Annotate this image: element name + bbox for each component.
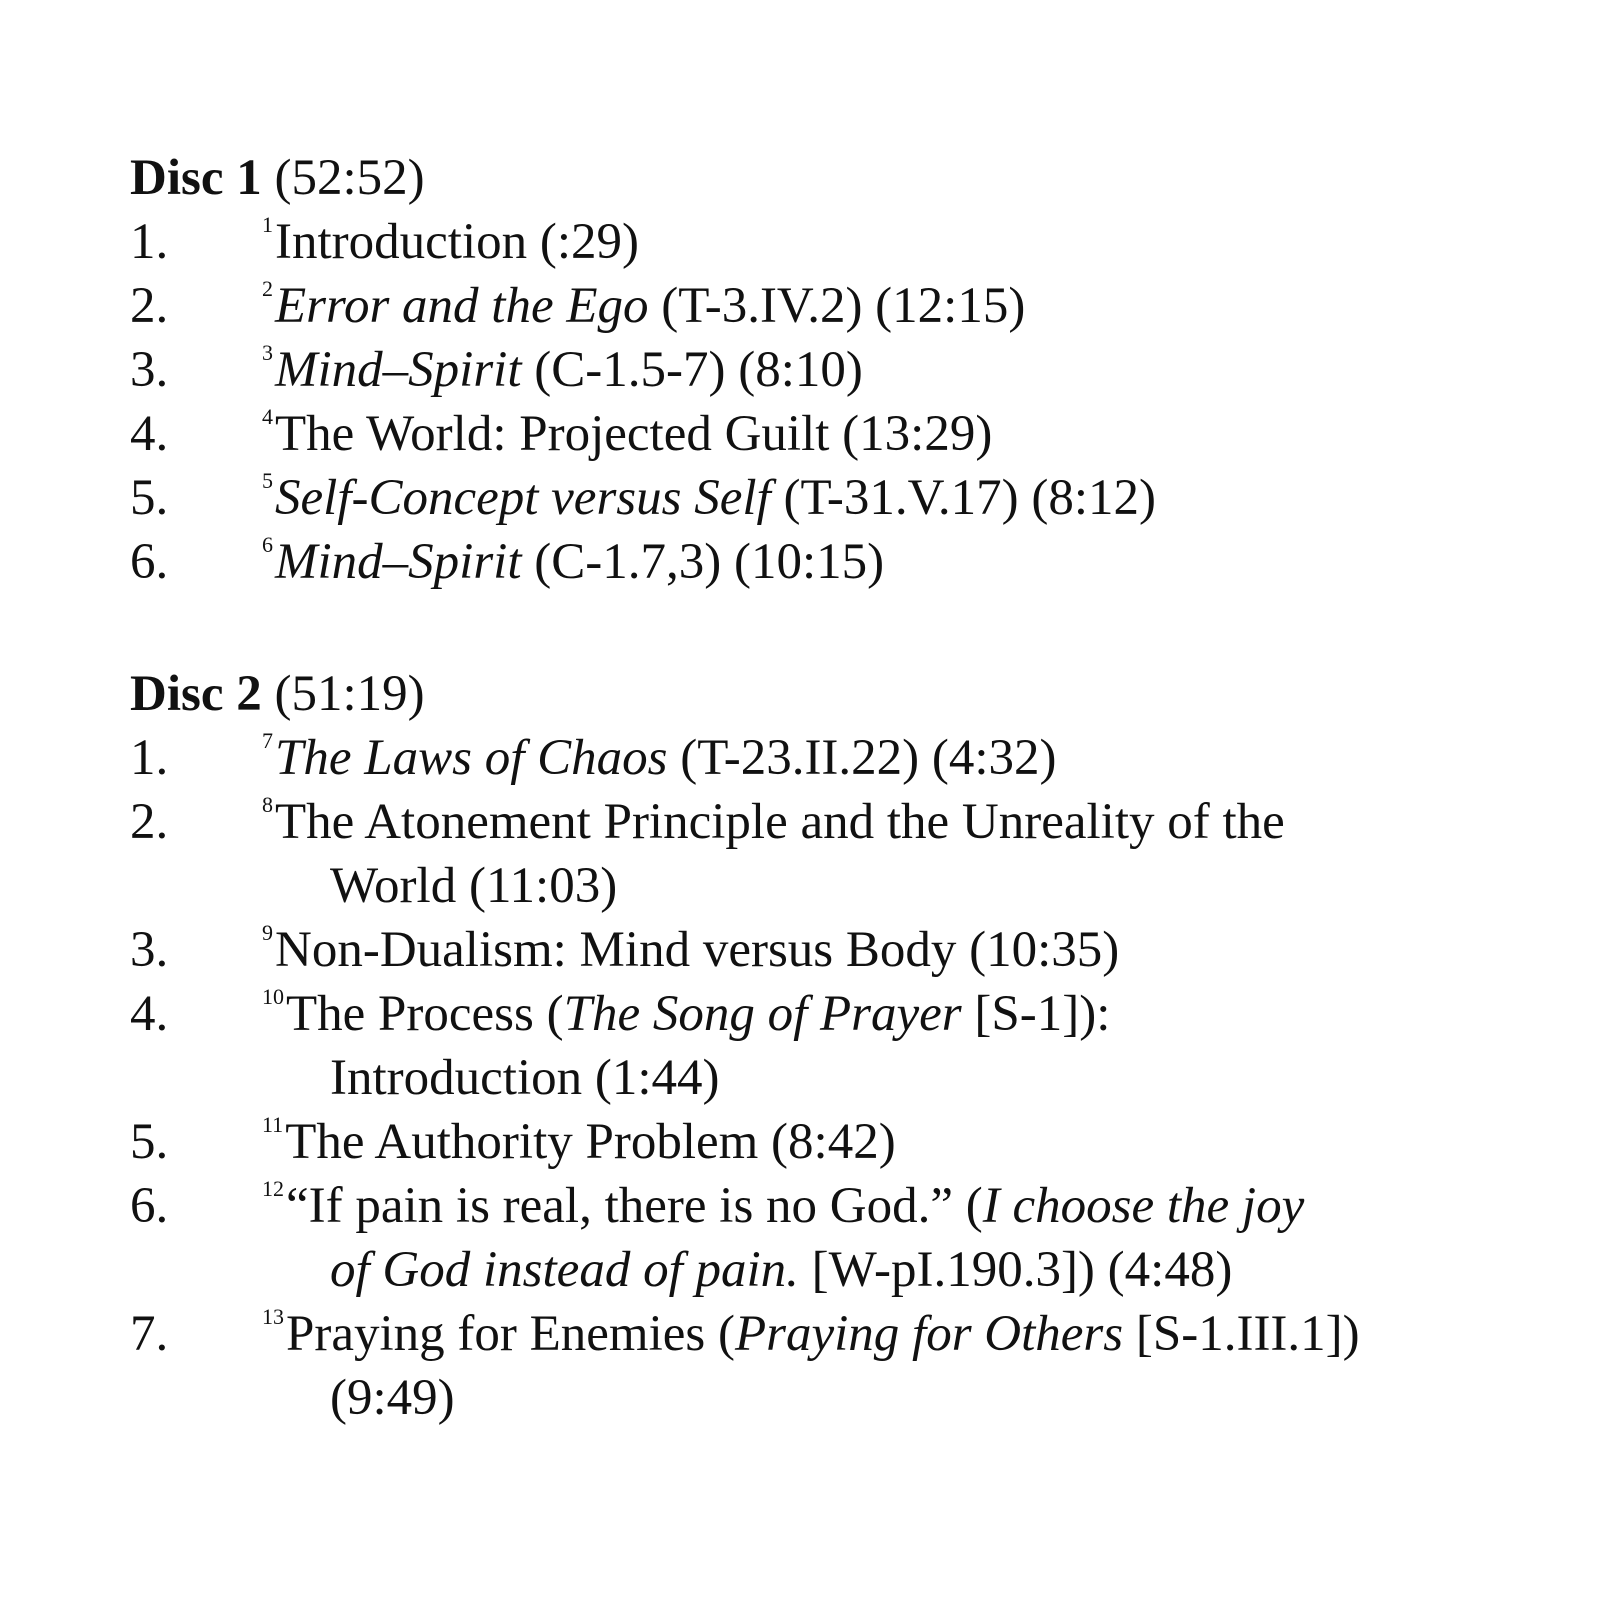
track-line-continued <box>262 854 1570 918</box>
track-item <box>130 726 1570 790</box>
disc-label: Disc 1 <box>130 150 262 206</box>
track-text: Introduction (:29) <box>275 214 639 270</box>
track-line-continued <box>262 1366 1570 1430</box>
track-line <box>262 274 1570 338</box>
section-marker: 7 <box>262 728 273 753</box>
track-list <box>130 726 1570 1430</box>
track-body <box>262 1110 1570 1174</box>
section-marker: 10 <box>262 984 284 1009</box>
track-text: (C-1.7,3) (10:15) <box>521 534 885 590</box>
track-item <box>130 338 1570 402</box>
track-text: (T-23.II.22) (4:32) <box>667 730 1057 786</box>
track-number: 2. <box>130 278 169 334</box>
track-item <box>130 402 1570 466</box>
track-text: The Process ( <box>286 986 564 1042</box>
track-body <box>262 1302 1570 1430</box>
track-line <box>262 726 1570 790</box>
track-line <box>262 1174 1570 1238</box>
track-text: Non-Dualism: Mind versus Body (10:35) <box>275 922 1120 978</box>
track-number: 7. <box>130 1306 169 1362</box>
track-text: The Authority Problem (8:42) <box>285 1114 896 1170</box>
track-number: 4. <box>130 406 169 462</box>
track-line-continued <box>262 1046 1570 1110</box>
title-text: The Song of Prayer <box>563 986 962 1042</box>
section-marker: 3 <box>262 340 273 365</box>
track-body <box>262 466 1570 530</box>
title-text: Mind–Spirit <box>275 534 522 590</box>
title-text: Self-Concept versus Self <box>275 470 771 526</box>
track-text: (C-1.5-7) (8:10) <box>521 342 863 398</box>
track-body <box>262 1174 1570 1302</box>
track-item <box>130 790 1570 918</box>
track-text: The Atonement Principle and the Unreality of the <box>275 794 1285 850</box>
track-number: 1. <box>130 214 169 270</box>
track-number: 3. <box>130 922 169 978</box>
track-text: (9:49) <box>330 1370 455 1426</box>
disc-duration: (52:52) <box>274 150 425 206</box>
track-item <box>130 1110 1570 1174</box>
track-line <box>262 1110 1570 1174</box>
track-text: Introduction (1:44) <box>330 1050 720 1106</box>
track-text: “If pain is real, there is no God.” ( <box>286 1178 983 1234</box>
title-text: Error and the Ego <box>275 278 649 334</box>
disc-label: Disc 2 <box>130 666 262 722</box>
track-text: [S-1]): <box>961 986 1111 1042</box>
track-text: [W-pI.190.3]) (4:48) <box>798 1242 1233 1298</box>
track-text: [S-1.III.1]) <box>1123 1306 1360 1362</box>
track-item <box>130 210 1570 274</box>
track-number: 2. <box>130 794 169 850</box>
disc-2 <box>130 662 1570 1430</box>
track-number: 1. <box>130 730 169 786</box>
track-item <box>130 466 1570 530</box>
section-marker: 1 <box>262 212 273 237</box>
track-text: Praying for Enemies ( <box>286 1306 735 1362</box>
track-number: 5. <box>130 470 169 526</box>
track-text: The World: Projected Guilt (13:29) <box>275 406 993 462</box>
track-item <box>130 1174 1570 1302</box>
track-item <box>130 918 1570 982</box>
track-item <box>130 274 1570 338</box>
track-line <box>262 790 1570 854</box>
track-body <box>262 982 1570 1110</box>
title-text: Mind–Spirit <box>275 342 522 398</box>
track-number: 6. <box>130 534 169 590</box>
track-line <box>262 338 1570 402</box>
title-text: of God instead of pain. <box>330 1242 799 1298</box>
track-body <box>262 918 1570 982</box>
track-body <box>262 210 1570 274</box>
title-text: The Laws of Chaos <box>275 730 668 786</box>
track-line <box>262 982 1570 1046</box>
track-body <box>262 726 1570 790</box>
track-line <box>262 402 1570 466</box>
track-body <box>262 790 1570 918</box>
track-listing <box>130 146 1570 1430</box>
track-line <box>262 530 1570 594</box>
section-marker: 5 <box>262 468 273 493</box>
track-line <box>262 918 1570 982</box>
section-marker: 6 <box>262 532 273 557</box>
track-body <box>262 530 1570 594</box>
track-text: (T-31.V.17) (8:12) <box>770 470 1157 526</box>
disc-1 <box>130 146 1570 594</box>
track-number: 4. <box>130 986 169 1042</box>
section-marker: 13 <box>262 1304 284 1329</box>
title-text: Praying for Others <box>734 1306 1124 1362</box>
track-item <box>130 1302 1570 1430</box>
track-number: 6. <box>130 1178 169 1234</box>
title-text: I choose the joy <box>982 1178 1305 1234</box>
track-list <box>130 210 1570 594</box>
track-line <box>262 466 1570 530</box>
track-number: 3. <box>130 342 169 398</box>
track-line <box>262 1302 1570 1366</box>
disc-heading <box>130 146 1570 210</box>
section-marker: 12 <box>262 1176 284 1201</box>
track-body <box>262 274 1570 338</box>
track-line <box>262 210 1570 274</box>
section-marker: 4 <box>262 404 273 429</box>
section-marker: 11 <box>262 1112 284 1137</box>
track-item <box>130 530 1570 594</box>
track-body <box>262 338 1570 402</box>
track-item <box>130 982 1570 1110</box>
section-marker: 9 <box>262 920 273 945</box>
track-text: (T-3.IV.2) (12:15) <box>648 278 1026 334</box>
track-line-continued <box>262 1238 1570 1302</box>
track-number: 5. <box>130 1114 169 1170</box>
section-marker: 2 <box>262 276 273 301</box>
track-text: World (11:03) <box>330 858 618 914</box>
disc-heading <box>130 662 1570 726</box>
disc-duration: (51:19) <box>274 666 425 722</box>
track-body <box>262 402 1570 466</box>
section-marker: 8 <box>262 792 273 817</box>
